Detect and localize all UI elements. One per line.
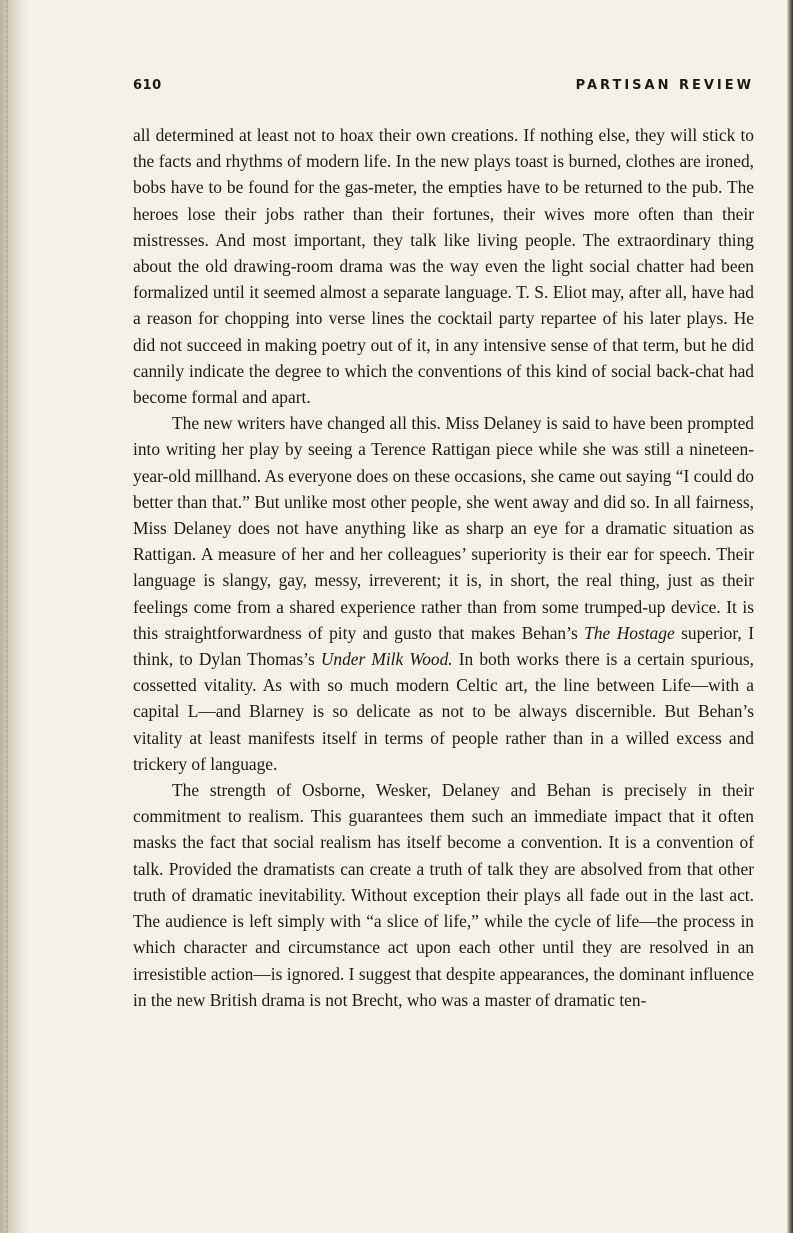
paragraph-2 <box>133 410 754 777</box>
journal-title: PARTISAN REVIEW <box>575 78 754 93</box>
text-segment: The new writers have changed all this. Miss Delaney is said to have been prompted into writing her play by seeing a Terence Rattigan piece while she was still a nineteen-year-old millhand. As everyone does on these occasions, she came out saying “I could do better than that.” But unlike most other people, she went away and did so. In all fairness, Miss Delaney does not have anything like as sharp an eye for a dramatic situation as Rattigan. A measure of her and her colleagues’ superiority is their ear for speech. Their language is slangy, gay, messy, irreverent; it is, in short, the real thing, just as their feelings come from a shared experience rather than from some trumped-up device. It is this straightforwardness of pity and gusto that makes Behan’s <box>133 413 754 643</box>
page-number: 610 <box>133 78 162 93</box>
text-segment: superior, I think, to Dylan Thomas’s <box>133 622 754 670</box>
title-under-milk-wood: Under Milk Wood. <box>320 649 453 670</box>
title-the-hostage: The Hostage <box>584 622 675 643</box>
text-segment: In both works there is a certain spurious, cossetted vitality. As with so much modern Celtic art, the line between Life—with a capital L—and Blarney is so delicate as not to be always discernible. But Behan’s vitality at least manifests itself in terms of people rather than in a willed excess and trickery of language. <box>133 649 754 774</box>
book-gutter <box>0 0 30 1233</box>
text-segment: The strength of Osborne, Wesker, Delaney and Behan is precisely in their commitment to realism. This guarantees them such an immediate impact that it often masks the fact that social realism has itself become a convention. It is a convention of talk. Provided the dramatists can create a truth of talk they are absolved from that other truth of dramatic inevitability. Without exception their plays all fade out in the last act. The audience is left simply with “a slice of life,” while the cycle of life—the process in which character and circumstance act upon each other until they are resolved in an irresistible action—is ignored. I suggest that despite appearances, the dominant influence in the new British drama is not Brecht, who was a master of dramatic ten- <box>133 780 754 1010</box>
paragraph-1 <box>133 122 754 410</box>
running-header <box>133 78 754 98</box>
page-edge <box>787 0 793 1233</box>
paragraph-3 <box>133 777 754 1013</box>
article-body <box>133 122 754 1013</box>
text-segment: all determined at least not to hoax their own creations. If nothing else, they will stick to the facts and rhythms of modern life. In the new plays toast is burned, clothes are ironed, bobs have to be found for the gas-meter, the empties have to be returned to the pub. The heroes lose their jobs rather than their fortunes, their wives more often than their mistresses. And most important, they talk like living people. The extraordinary thing about the old drawing-room drama was the way even the light social chatter had been formalized until it seemed almost a separate language. T. S. Eliot may, after all, have had a reason for chopping into verse lines the cocktail party repartee of his later plays. He did not succeed in making poetry out of it, in any intensive sense of that term, but he did cannily indicate the degree to which the conventions of this kind of social back-chat had become formal and apart. <box>133 125 754 408</box>
